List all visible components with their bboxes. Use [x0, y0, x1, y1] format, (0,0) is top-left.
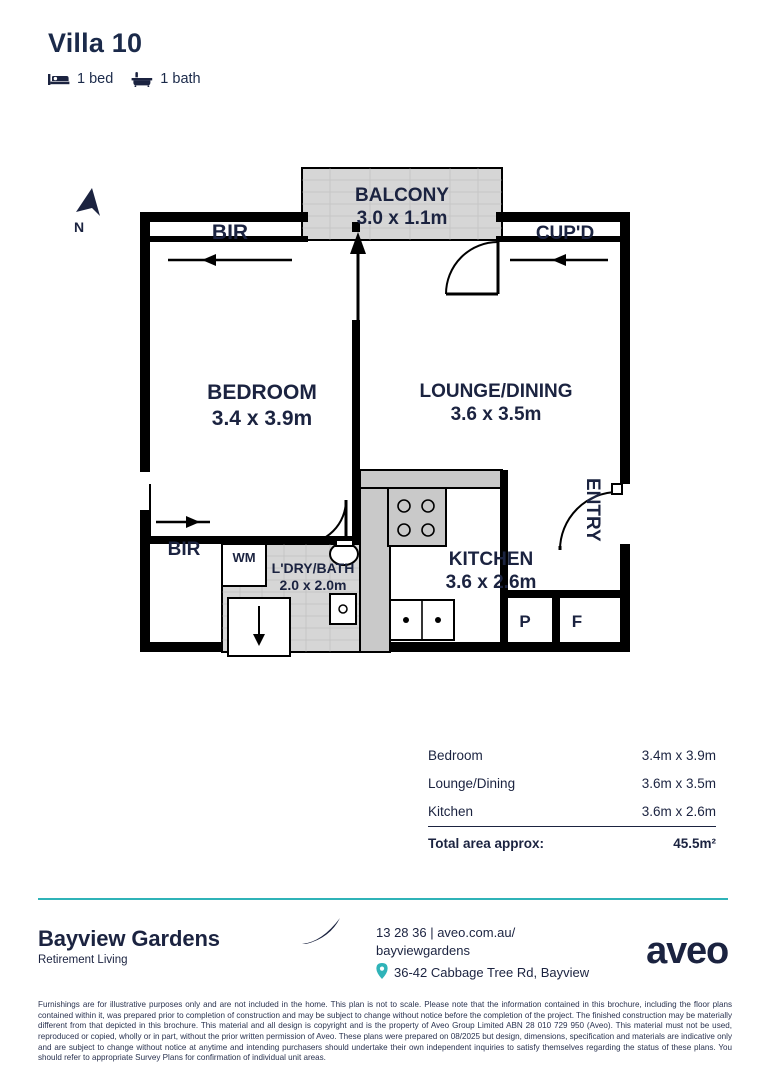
total-area-value: 45.5m² [604, 827, 716, 859]
compass-north [70, 186, 110, 234]
bath-label: 1 bath [160, 71, 201, 87]
room-label-wm: WM [232, 550, 256, 565]
room-label-kitchen: KITCHEN 3.6 x 2.6m [445, 549, 537, 594]
area-schedule [428, 742, 716, 858]
page-title: Villa 10 [48, 28, 143, 58]
aveo-logo: aveo [646, 930, 728, 972]
room-label-fridge: F [571, 612, 583, 631]
bath-spec [131, 71, 200, 87]
property-specs [48, 71, 201, 87]
schedule-label: Bedroom [428, 748, 483, 763]
room-label-pantry: P [519, 612, 531, 631]
room-label-entry: ENTRY [582, 478, 603, 542]
svg-text:N: N [74, 219, 85, 234]
location-pin-icon [376, 963, 388, 984]
schedule-label: Lounge/Dining [428, 776, 516, 791]
schedule-value: 3.6m x 3.5m [641, 776, 716, 791]
floorplan [0, 140, 764, 700]
table-row [428, 742, 716, 770]
room-label-bir-bottom: BIR [167, 539, 201, 560]
schedule-label: Kitchen [428, 804, 474, 819]
total-area-label: Total area approx: [428, 827, 604, 859]
address-text: 36-42 Cabbage Tree Rd, Bayview [394, 965, 590, 981]
area-schedule-table [428, 742, 716, 858]
bed-spec [48, 71, 113, 87]
contact-block [376, 924, 589, 984]
schedule-value: 3.6m x 2.6m [641, 804, 716, 819]
web-line[interactable]: bayviewgardens [376, 943, 470, 959]
room-label-bedroom: BEDROOM 3.4 x 3.9m [207, 381, 317, 430]
room-label-balcony: BALCONY 3.0 x 1.1m [355, 185, 449, 230]
brand-name: Bayview Gardens [38, 926, 220, 951]
table-row [428, 770, 716, 798]
schedule-value: 3.4m x 3.9m [641, 748, 716, 763]
leaf-icon [300, 916, 342, 951]
room-label-bir-top: BIR [211, 221, 249, 244]
bed-icon [48, 72, 70, 87]
room-label-laundry-bath: L'DRY/BATH 2.0 x 2.0m [271, 560, 355, 594]
room-label-cupboard: CUP'D [535, 223, 595, 244]
address-line [376, 963, 589, 984]
brand-block [38, 926, 220, 966]
table-row-total [428, 827, 716, 859]
room-label-lounge-dining: LOUNGE/DINING 3.6 x 3.5m [419, 381, 573, 426]
footer-divider [38, 898, 728, 900]
disclaimer-text: Furnishings are for illustrative purposes only and are not included in the home. This plan is not to scale. Please note that the information contained in this brochure, including the floor plans contained within it, was prepared prior to completion of construction and may be subject to change without notice before the completion of the project. The finished construction may be materially different from that depicted in this brochure. This material and all design is copyright and is the property of Aveo Group Limited ABN 28 010 729 950 (Aveo). This material must not be used, reproduced or copied, wholly or in part, without the prior written permission of Aveo. These plans were prepared on 08/2025 but design, dimensions, specification and materials are indicative only and are subject to change without notice at anytime and intending purchasers should undertake their own independent inquiries to satisfy themselves regarding the status of these plans. You should refer to appropriate Survey Plans for confirmation of individual unit areas. [38, 1000, 732, 1063]
page-header [48, 28, 201, 87]
bed-label: 1 bed [77, 71, 114, 87]
table-row [428, 798, 716, 827]
bath-icon [131, 72, 153, 87]
phone-web-line[interactable]: 13 28 36 | aveo.com.au/ [376, 925, 516, 940]
brand-tagline: Retirement Living [38, 954, 128, 966]
footer [38, 916, 728, 988]
